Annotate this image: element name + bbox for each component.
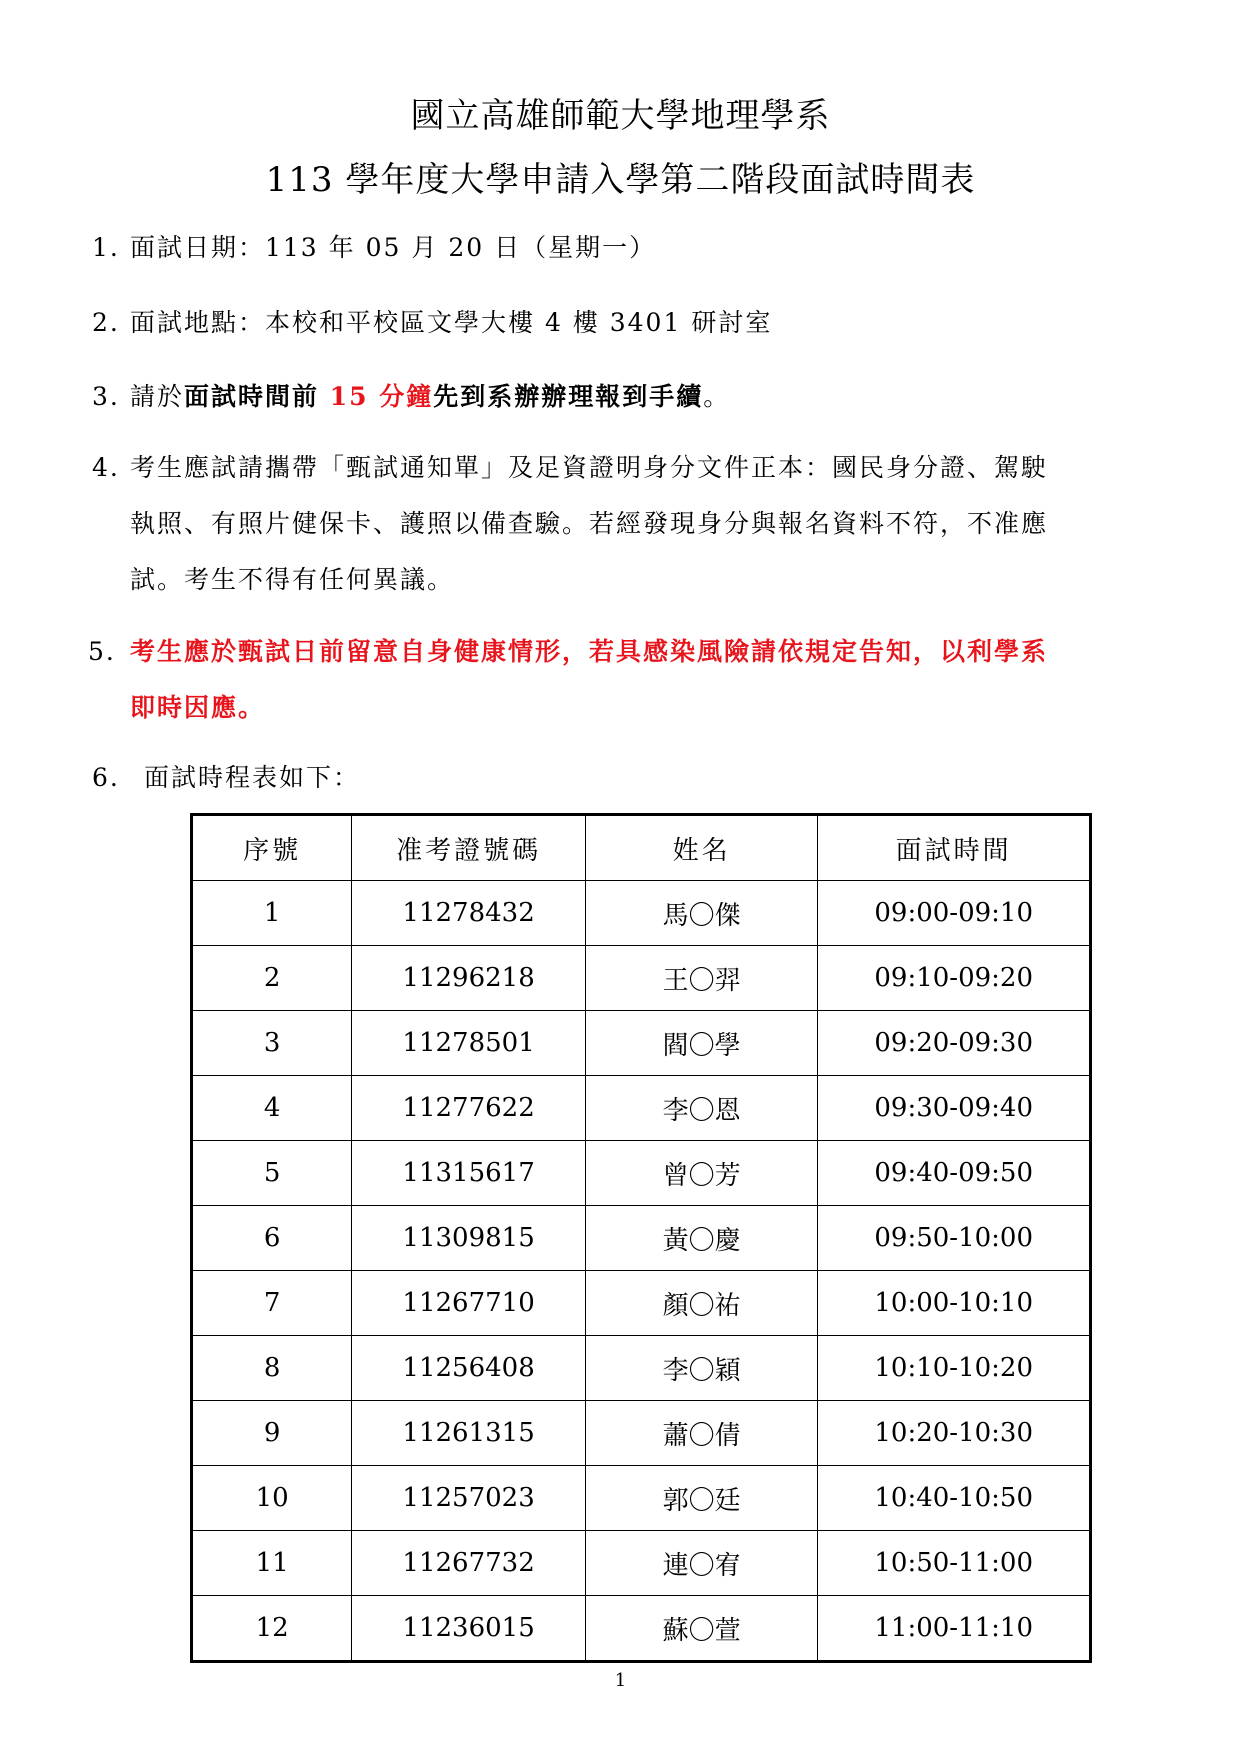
cell-interview-time: 09:50-10:00 (818, 1206, 1091, 1271)
cell-seq: 9 (192, 1401, 352, 1466)
table-row (192, 1531, 1091, 1596)
cell-name: 蕭〇倩 (585, 1401, 818, 1466)
cell-name: 曾〇芳 (585, 1141, 818, 1206)
item-text: 面試時程表如下： (144, 763, 361, 792)
table-row (192, 1466, 1091, 1531)
item-text-line: 即時因應。 (130, 693, 266, 722)
item-interview-location (92, 295, 1132, 351)
cell-exam-number: 11309815 (352, 1206, 586, 1271)
cell-interview-time: 10:40-10:50 (818, 1466, 1091, 1531)
table-row (192, 1141, 1091, 1206)
document-title: 國立高雄師範大學地理學系 (410, 96, 831, 136)
cell-name: 李〇穎 (585, 1336, 818, 1401)
item-number: 4. (92, 453, 120, 482)
interview-schedule-table (190, 813, 1092, 1663)
cell-seq: 6 (192, 1206, 352, 1271)
cell-name: 李〇恩 (585, 1076, 818, 1141)
cell-interview-time: 10:00-10:10 (818, 1271, 1091, 1336)
item-text-line: 試。考生不得有任何異議。 (130, 565, 455, 594)
cell-seq: 7 (192, 1271, 352, 1336)
cell-interview-time: 09:40-09:50 (818, 1141, 1091, 1206)
item-check-in-notice (92, 369, 1132, 425)
cell-interview-time: 10:50-11:00 (818, 1531, 1091, 1596)
item-number: 6. (92, 763, 120, 792)
cell-seq: 12 (192, 1596, 352, 1662)
cell-exam-number: 11256408 (352, 1336, 586, 1401)
item-number: 2. (92, 308, 120, 337)
cell-interview-time: 10:10-10:20 (818, 1336, 1091, 1401)
header-interview-time: 面試時間 (818, 815, 1091, 881)
cell-name: 蘇〇萱 (585, 1596, 818, 1662)
header-seq: 序號 (192, 815, 352, 881)
cell-seq: 3 (192, 1011, 352, 1076)
item-health-notice (88, 624, 1128, 736)
cell-interview-time: 10:20-10:30 (818, 1401, 1091, 1466)
item-text-post: 。 (703, 382, 731, 411)
cell-seq: 8 (192, 1336, 352, 1401)
cell-seq: 11 (192, 1531, 352, 1596)
item-text: 面試日期：113 年 05 月 20 日（星期一） (130, 233, 657, 262)
document-subtitle: 113 學年度大學申請入學第二階段面試時間表 (265, 160, 976, 200)
cell-exam-number: 11278501 (352, 1011, 586, 1076)
item-text-highlight: 15 分鐘 (329, 382, 434, 411)
cell-seq: 2 (192, 946, 352, 1011)
table-row (192, 1596, 1091, 1662)
cell-exam-number: 11261315 (352, 1401, 586, 1466)
cell-seq: 10 (192, 1466, 352, 1531)
item-number: 3. (92, 382, 120, 411)
cell-interview-time: 09:20-09:30 (818, 1011, 1091, 1076)
cell-exam-number: 11278432 (352, 881, 586, 946)
header-name: 姓名 (585, 815, 818, 881)
table-row (192, 1206, 1091, 1271)
table-row (192, 946, 1091, 1011)
item-text-pre: 請於 (130, 382, 185, 411)
cell-exam-number: 11267710 (352, 1271, 586, 1336)
item-schedule-intro (92, 750, 1132, 806)
item-text: 面試地點：本校和平校區文學大樓 4 樓 3401 研討室 (130, 308, 773, 337)
item-text-bold: 面試時間前 (184, 382, 330, 411)
table-row (192, 1401, 1091, 1466)
item-number: 1. (92, 233, 120, 262)
table-row (192, 1336, 1091, 1401)
cell-exam-number: 11236015 (352, 1596, 586, 1662)
cell-name: 顏〇祐 (585, 1271, 818, 1336)
item-text-line: 考生應於甄試日前留意自身健康情形，若具感染風險請依規定告知，以利學系 (130, 637, 1049, 666)
item-text-line: 執照、有照片健保卡、護照以備查驗。若經發現身分與報名資料不符，不准應 (130, 509, 1049, 538)
cell-seq: 1 (192, 881, 352, 946)
header-exam-number: 准考證號碼 (352, 815, 586, 881)
cell-seq: 5 (192, 1141, 352, 1206)
item-interview-date (92, 220, 1132, 276)
cell-exam-number: 11277622 (352, 1076, 586, 1141)
cell-exam-number: 11315617 (352, 1141, 586, 1206)
cell-seq: 4 (192, 1076, 352, 1141)
cell-name: 閻〇學 (585, 1011, 818, 1076)
item-documents-required (92, 440, 1132, 608)
cell-name: 郭〇廷 (585, 1466, 818, 1531)
item-text-bold: 先到系辦辦理報到手續 (433, 382, 704, 411)
cell-exam-number: 11296218 (352, 946, 586, 1011)
cell-name: 黃〇慶 (585, 1206, 818, 1271)
table-row (192, 1271, 1091, 1336)
cell-name: 王〇羿 (585, 946, 818, 1011)
table-row (192, 1076, 1091, 1141)
item-number: 5. (88, 637, 116, 666)
cell-exam-number: 11257023 (352, 1466, 586, 1531)
table-row (192, 881, 1091, 946)
cell-exam-number: 11267732 (352, 1531, 586, 1596)
table-row (192, 1011, 1091, 1076)
cell-interview-time: 09:10-09:20 (818, 946, 1091, 1011)
cell-name: 馬〇傑 (585, 881, 818, 946)
cell-name: 連〇宥 (585, 1531, 818, 1596)
cell-interview-time: 11:00-11:10 (818, 1596, 1091, 1662)
cell-interview-time: 09:30-09:40 (818, 1076, 1091, 1141)
table-header-row (192, 815, 1091, 881)
page-number: 1 (614, 1670, 627, 1691)
item-text-line: 考生應試請攜帶「甄試通知單」及足資證明身分文件正本：國民身分證、駕駛 (130, 453, 1049, 482)
cell-interview-time: 09:00-09:10 (818, 881, 1091, 946)
